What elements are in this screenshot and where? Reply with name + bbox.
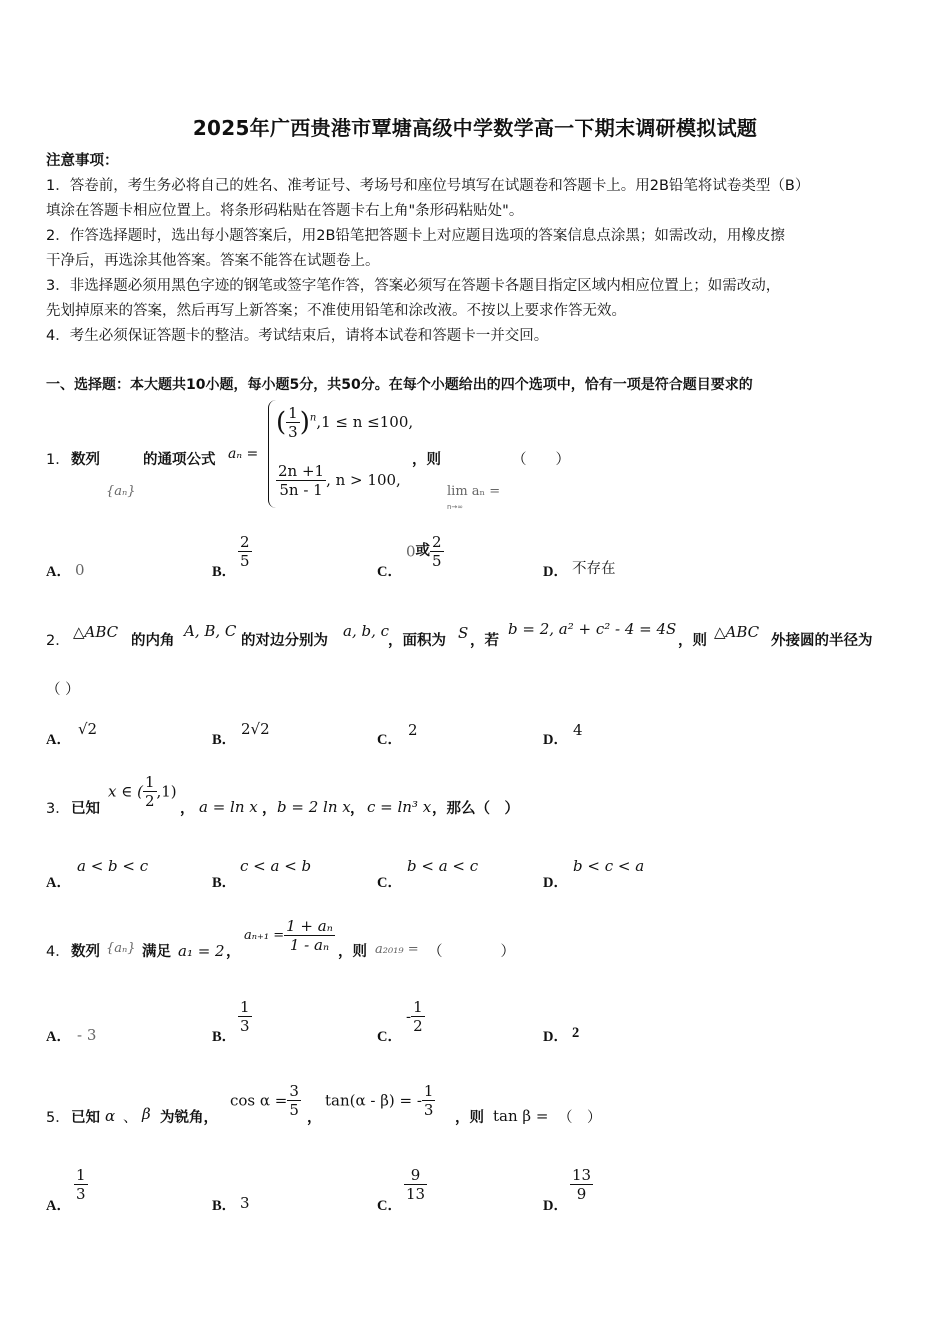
q2-option-a[interactable]: √2 [78, 720, 98, 738]
q1-text: 数列 [71, 452, 100, 468]
q4-target: a₂₀₁₉ = [375, 942, 419, 957]
q3-text: 已知 [71, 801, 100, 817]
q1-limit-sub: n→∞ [447, 503, 464, 511]
q1-sequence: {aₙ} [106, 484, 136, 499]
q1-option-c[interactable]: 0或 $\frac{2}{5}$ [406, 533, 442, 570]
q3-c: c = ln³ x [367, 798, 432, 816]
q2-text: 外接圆的半径为 [771, 633, 873, 649]
q1-number: 1． [46, 452, 70, 468]
q3-number: 3． [46, 801, 70, 817]
q4-option-c-label: C． [377, 1029, 402, 1045]
q2-option-b[interactable]: 2√2 [241, 720, 270, 738]
q2-text: ，则 [678, 633, 707, 649]
q5-alpha: α [105, 1107, 116, 1125]
q5-number: 5． [46, 1110, 70, 1126]
q2-option-b-label: B． [212, 732, 237, 748]
q3-option-a[interactable]: a < b < c [77, 857, 149, 875]
q4-recurrence: aₙ₊₁ = $\frac{\text{1 + aₙ}}{\text{1 - aₙ}}$ [244, 917, 333, 954]
q2-text: ，若 [470, 633, 499, 649]
q4-initial: a₁ = 2 [178, 942, 225, 960]
q5-option-a[interactable]: $\frac{1}{3}$ [76, 1166, 86, 1203]
notice-line: 1．答卷前，考生务必将自己的姓名、准考证号、考场号和座位号填写在试题卷和答题卡上。用2B铅笔将试卷类型（B） [46, 178, 810, 194]
notice-line: 2．作答选择题时，选出每小题答案后，用2B铅笔把答题卡上对应题目选项的答案信息点涂黑；如需改动，用橡皮擦 [46, 228, 785, 244]
q3-option-c[interactable]: b < a < c [407, 857, 479, 875]
q1-option-a[interactable]: 0 [75, 561, 85, 579]
q3-option-b[interactable]: c < a < b [240, 857, 312, 875]
q4-option-a[interactable]: - 3 [77, 1026, 97, 1044]
q1-option-a-label: A． [46, 564, 71, 580]
q4-option-a-label: A． [46, 1029, 71, 1045]
q4-text: ，则 [338, 944, 367, 960]
q4-sequence: {aₙ} [106, 941, 136, 956]
q3-option-b-label: B． [212, 875, 237, 891]
q5-text: 已知 [71, 1110, 100, 1126]
q2-option-c[interactable]: 2 [408, 721, 418, 739]
notice-line: 3．非选择题必须用黑色字迹的钢笔或签字笔作答，答案必须写在答题卡各题目指定区域内相应位置上；如需改动， [46, 278, 781, 294]
q3-domain: x ∈ ( $\frac{1}{2}$ ,1) [108, 773, 177, 810]
q2-sides: a, b, c [343, 622, 390, 640]
q5-target: tan β = [493, 1107, 549, 1125]
q2-triangle: △ABC [73, 623, 119, 641]
q3-option-d-label: D． [543, 875, 568, 891]
q4-number: 4． [46, 944, 70, 960]
q4-text: 满足 [142, 944, 171, 960]
q5-beta: β [142, 1105, 151, 1123]
q4-option-d[interactable]: 2 [572, 1025, 580, 1041]
notice-line: 填涂在答题卡相应位置上。将条形码粘贴在答题卡右上角"条形码粘贴处"。 [46, 203, 524, 219]
q2-angles: A, B, C [184, 622, 237, 640]
q2-triangle: △ABC [714, 623, 760, 641]
q2-number: 2． [46, 633, 70, 649]
q5-option-c-label: C． [377, 1198, 402, 1214]
notice-line: 干净后，再选涂其他答案。答案不能答在试题卷上。 [46, 253, 380, 269]
q2-condition: b = 2, a² + c² - 4 = 4S [508, 620, 677, 638]
q5-option-c[interactable]: $\frac{9}{13}$ [406, 1166, 426, 1203]
q5-text: 为锐角， [160, 1110, 218, 1126]
q4-option-b[interactable]: $\frac{1}{3}$ [240, 998, 250, 1035]
q1-option-d-label: D． [543, 564, 568, 580]
notice-line: 4．考生必须保证答题卡的整洁。考试结束后，请将本试卷和答题卡一并交回。 [46, 328, 549, 344]
q2-text: 的对边分别为 [241, 633, 328, 649]
section-heading: 一、选择题：本大题共10小题，每小题5分，共50分。在每个小题给出的四个选项中，恰有一项是符合题目要求的 [46, 377, 753, 393]
q1-case1: ( $\frac{1}{3}$ )$^n$,1 ≤ n ≤100, [276, 404, 414, 441]
q2-option-d[interactable]: 4 [573, 721, 583, 739]
q3-text: ，那么（ ） [432, 801, 519, 817]
q5-paren: （ ） [558, 1110, 602, 1126]
q1-limit: lim aₙ = [447, 484, 501, 499]
q5-separator: 、 [123, 1110, 138, 1126]
q4-option-c[interactable]: - $\frac{1}{2}$ [406, 998, 423, 1035]
q2-option-d-label: D． [543, 732, 568, 748]
q1-an: aₙ = [228, 446, 259, 462]
q5-tan: tan(α - β) = - $\frac{1}{3}$ [325, 1082, 434, 1119]
q1-paren: （ ） [512, 452, 570, 468]
q2-paren: （ ） [46, 682, 80, 698]
q1-option-c-label: C． [377, 564, 402, 580]
q2-text: ，面积为 [388, 633, 446, 649]
q2-text: 的内角 [131, 633, 175, 649]
notice-line: 先划掉原来的答案，然后再写上新答案；不准使用铅笔和涂改液。不按以上要求作答无效。 [46, 303, 626, 319]
q2-option-a-label: A． [46, 732, 71, 748]
page-title: 2025年广西贵港市覃塘高级中学数学高一下期末调研模拟试题 [192, 116, 758, 140]
q1-option-b-label: B． [212, 564, 237, 580]
q3-b: b = 2 ln x [277, 798, 351, 816]
q1-text: ，则 [412, 452, 441, 468]
q5-option-b-label: B． [212, 1198, 237, 1214]
q3-option-a-label: A． [46, 875, 71, 891]
q1-text: 的通项公式 [143, 452, 216, 468]
q1-option-b[interactable]: $\frac{2}{5}$ [240, 533, 250, 570]
q4-option-d-label: D． [543, 1029, 568, 1045]
q5-cos: cos α = $\frac{3}{5}$ [230, 1082, 299, 1119]
q5-text: ，则 [455, 1110, 484, 1126]
q5-option-b[interactable]: 3 [240, 1194, 250, 1212]
q1-option-d[interactable]: 不存在 [572, 561, 616, 577]
q1-case2: $\frac{2n +1}{5n - 1}$ , n > 100, [278, 462, 401, 499]
q3-option-c-label: C． [377, 875, 402, 891]
q3-a: a = ln x [199, 798, 258, 816]
notice-heading: 注意事项： [46, 153, 119, 169]
q3-option-d[interactable]: b < c < a [573, 857, 645, 875]
q2-area: S [458, 624, 469, 642]
q5-option-a-label: A． [46, 1198, 71, 1214]
q4-paren: （ ） [428, 944, 515, 960]
q4-option-b-label: B． [212, 1029, 237, 1045]
q5-option-d-label: D． [543, 1198, 568, 1214]
q5-option-d[interactable]: $\frac{13}{9}$ [572, 1166, 592, 1203]
q2-option-c-label: C． [377, 732, 402, 748]
q4-text: 数列 [71, 944, 100, 960]
